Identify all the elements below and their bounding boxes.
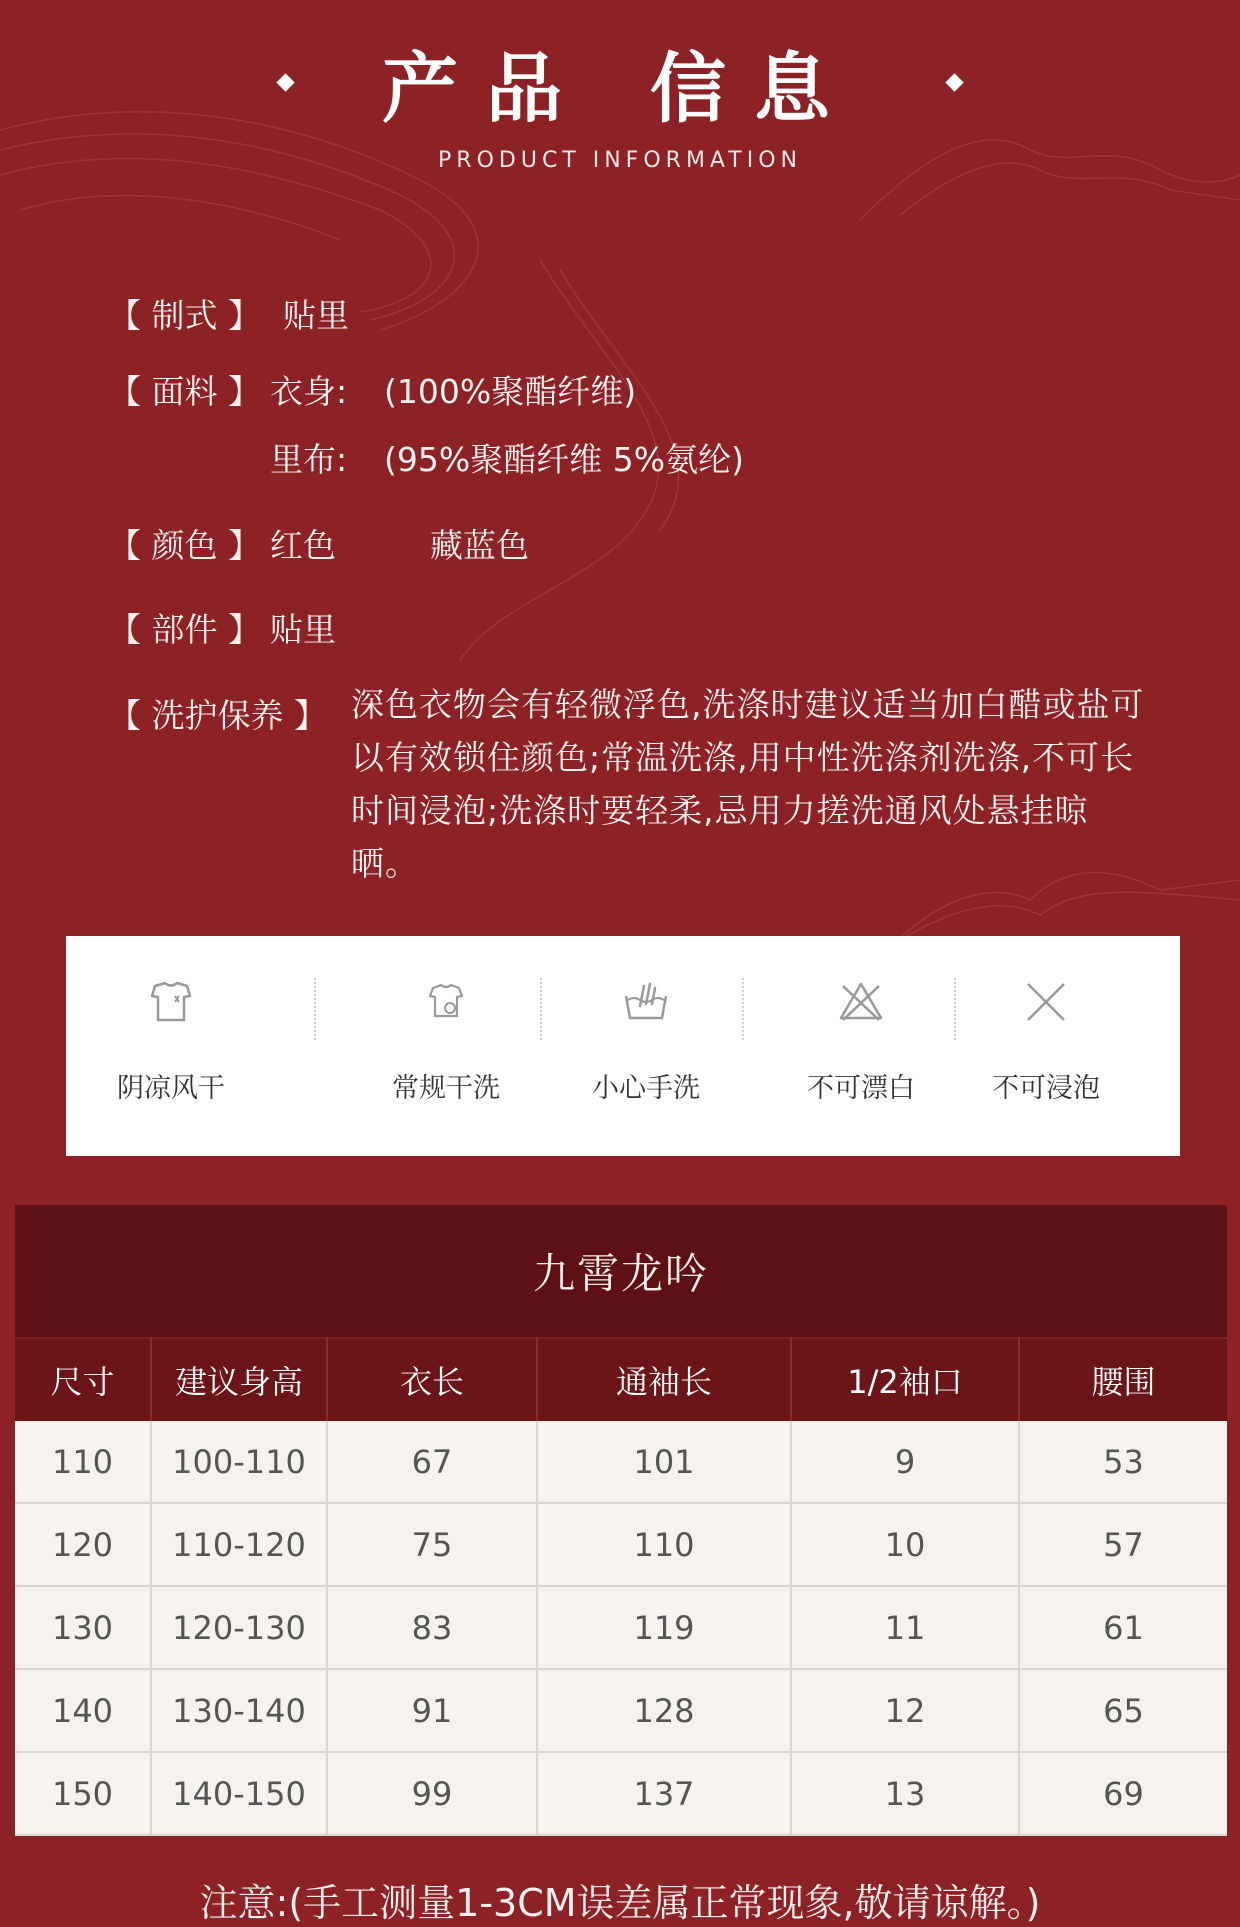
title-part-1: 产品: [382, 44, 590, 133]
color-value-navy: 藏蓝色: [430, 526, 529, 565]
column-header: 1/2袖口: [791, 1338, 1019, 1421]
table-row: [15, 1586, 1227, 1669]
column-header: 建议身高: [151, 1338, 327, 1421]
parts-row: [108, 604, 336, 651]
table-row: [15, 1421, 1227, 1503]
table-cell: 11: [791, 1586, 1019, 1669]
table-cell: 91: [327, 1669, 537, 1752]
table-cell: 65: [1019, 1669, 1227, 1752]
wash-item-hand-wash: [571, 936, 721, 1156]
divider: [742, 978, 744, 1040]
size-table-grid: [15, 1337, 1227, 1836]
wash-label: 不可浸泡: [992, 1073, 1100, 1104]
table-cell: 67: [327, 1421, 537, 1503]
wash-label: 阴凉风干: [117, 1073, 225, 1104]
style-value: 贴里: [283, 296, 349, 335]
header: [0, 0, 1240, 200]
fabric-lining-value: (95%聚酯纤维 5%氨纶): [384, 440, 744, 479]
table-cell: 110: [537, 1503, 791, 1586]
table-cell: 53: [1019, 1421, 1227, 1503]
table-cell: 119: [537, 1586, 791, 1669]
no-bleach-icon: [835, 976, 887, 1028]
table-cell: 130: [15, 1586, 151, 1669]
table-cell: 13: [791, 1752, 1019, 1835]
table-cell: 100-110: [151, 1421, 327, 1503]
table-cell: 128: [537, 1669, 791, 1752]
wash-label: 小心手洗: [592, 1073, 700, 1104]
size-table-title: 九霄龙吟: [15, 1205, 1227, 1337]
table-cell: 75: [327, 1503, 537, 1586]
size-table: [15, 1205, 1227, 1836]
table-cell: 120: [15, 1503, 151, 1586]
hand-wash-icon: [620, 976, 672, 1028]
no-soak-icon: [1020, 976, 1072, 1028]
table-cell: 140-150: [151, 1752, 327, 1835]
page-title: [0, 28, 1240, 137]
divider: [540, 978, 542, 1040]
fabric-label: 【 面料 】: [108, 372, 261, 411]
table-row: [15, 1503, 1227, 1586]
table-cell: 10: [791, 1503, 1019, 1586]
table-cell: 140: [15, 1669, 151, 1752]
divider: [314, 978, 316, 1040]
page-subtitle: PRODUCT INFORMATION: [438, 148, 802, 173]
table-cell: 120-130: [151, 1586, 327, 1669]
wash-item-no-soak: [971, 936, 1121, 1156]
wash-care-panel: [66, 936, 1180, 1156]
wash-item-air-dry: [106, 936, 236, 1156]
fabric-row: [108, 366, 637, 413]
parts-value: 贴里: [270, 610, 336, 649]
style-row: [108, 290, 349, 337]
divider: [954, 978, 956, 1040]
fabric-body-value: (100%聚酯纤维): [384, 372, 637, 411]
table-cell: 12: [791, 1669, 1019, 1752]
care-text: 深色衣物会有轻微浮色,洗涤时建议适当加白醋或盐可以有效锁住颜色;常温洗涤,用中性洗涤剂洗涤,不可长时间浸泡;洗涤时要轻柔,忌用力搓洗通风处悬挂晾晒。: [351, 685, 1145, 883]
table-cell: 130-140: [151, 1669, 327, 1752]
table-cell: 83: [327, 1586, 537, 1669]
table-cell: 61: [1019, 1586, 1227, 1669]
column-header: 衣长: [327, 1338, 537, 1421]
color-value-red: 红色: [270, 526, 336, 565]
care-label: 【 洗护保养 】: [108, 696, 327, 735]
table-row: [15, 1669, 1227, 1752]
table-cell: 110-120: [151, 1503, 327, 1586]
care-row: [108, 685, 1145, 910]
column-header: 通袖长: [537, 1338, 791, 1421]
title-part-2: 信息: [650, 44, 858, 133]
table-cell: 137: [537, 1752, 791, 1835]
table-cell: 101: [537, 1421, 791, 1503]
color-row: [108, 520, 529, 567]
table-cell: 57: [1019, 1503, 1227, 1586]
diamond-icon: [945, 73, 963, 91]
parts-label: 【 部件 】: [108, 610, 261, 649]
table-cell: 69: [1019, 1752, 1227, 1835]
table-cell: 9: [791, 1421, 1019, 1503]
column-header: 尺寸: [15, 1338, 151, 1421]
measurement-note: 注意:(手工测量1-3CM误差属正常现象,敬请谅解。): [199, 1881, 1041, 1925]
table-cell: 110: [15, 1421, 151, 1503]
table-cell: 99: [327, 1752, 537, 1835]
color-label: 【 颜色 】: [108, 526, 261, 565]
wash-item-no-bleach: [786, 936, 936, 1156]
table-header-row: [15, 1338, 1227, 1421]
table-row: [15, 1752, 1227, 1835]
wash-item-dry-clean: [371, 936, 521, 1156]
wash-label: 不可漂白: [807, 1073, 915, 1104]
tshirt-dry-icon: [145, 976, 197, 1028]
wash-label: 常规干洗: [392, 1073, 500, 1104]
diamond-icon: [276, 73, 294, 91]
dry-clean-icon: [420, 976, 472, 1028]
column-header: 腰围: [1019, 1338, 1227, 1421]
style-label: 【 制式 】: [108, 296, 261, 335]
fabric-body-label: 衣身:: [270, 372, 348, 411]
fabric-lining-label: 里布:: [270, 440, 348, 479]
table-cell: 150: [15, 1752, 151, 1835]
